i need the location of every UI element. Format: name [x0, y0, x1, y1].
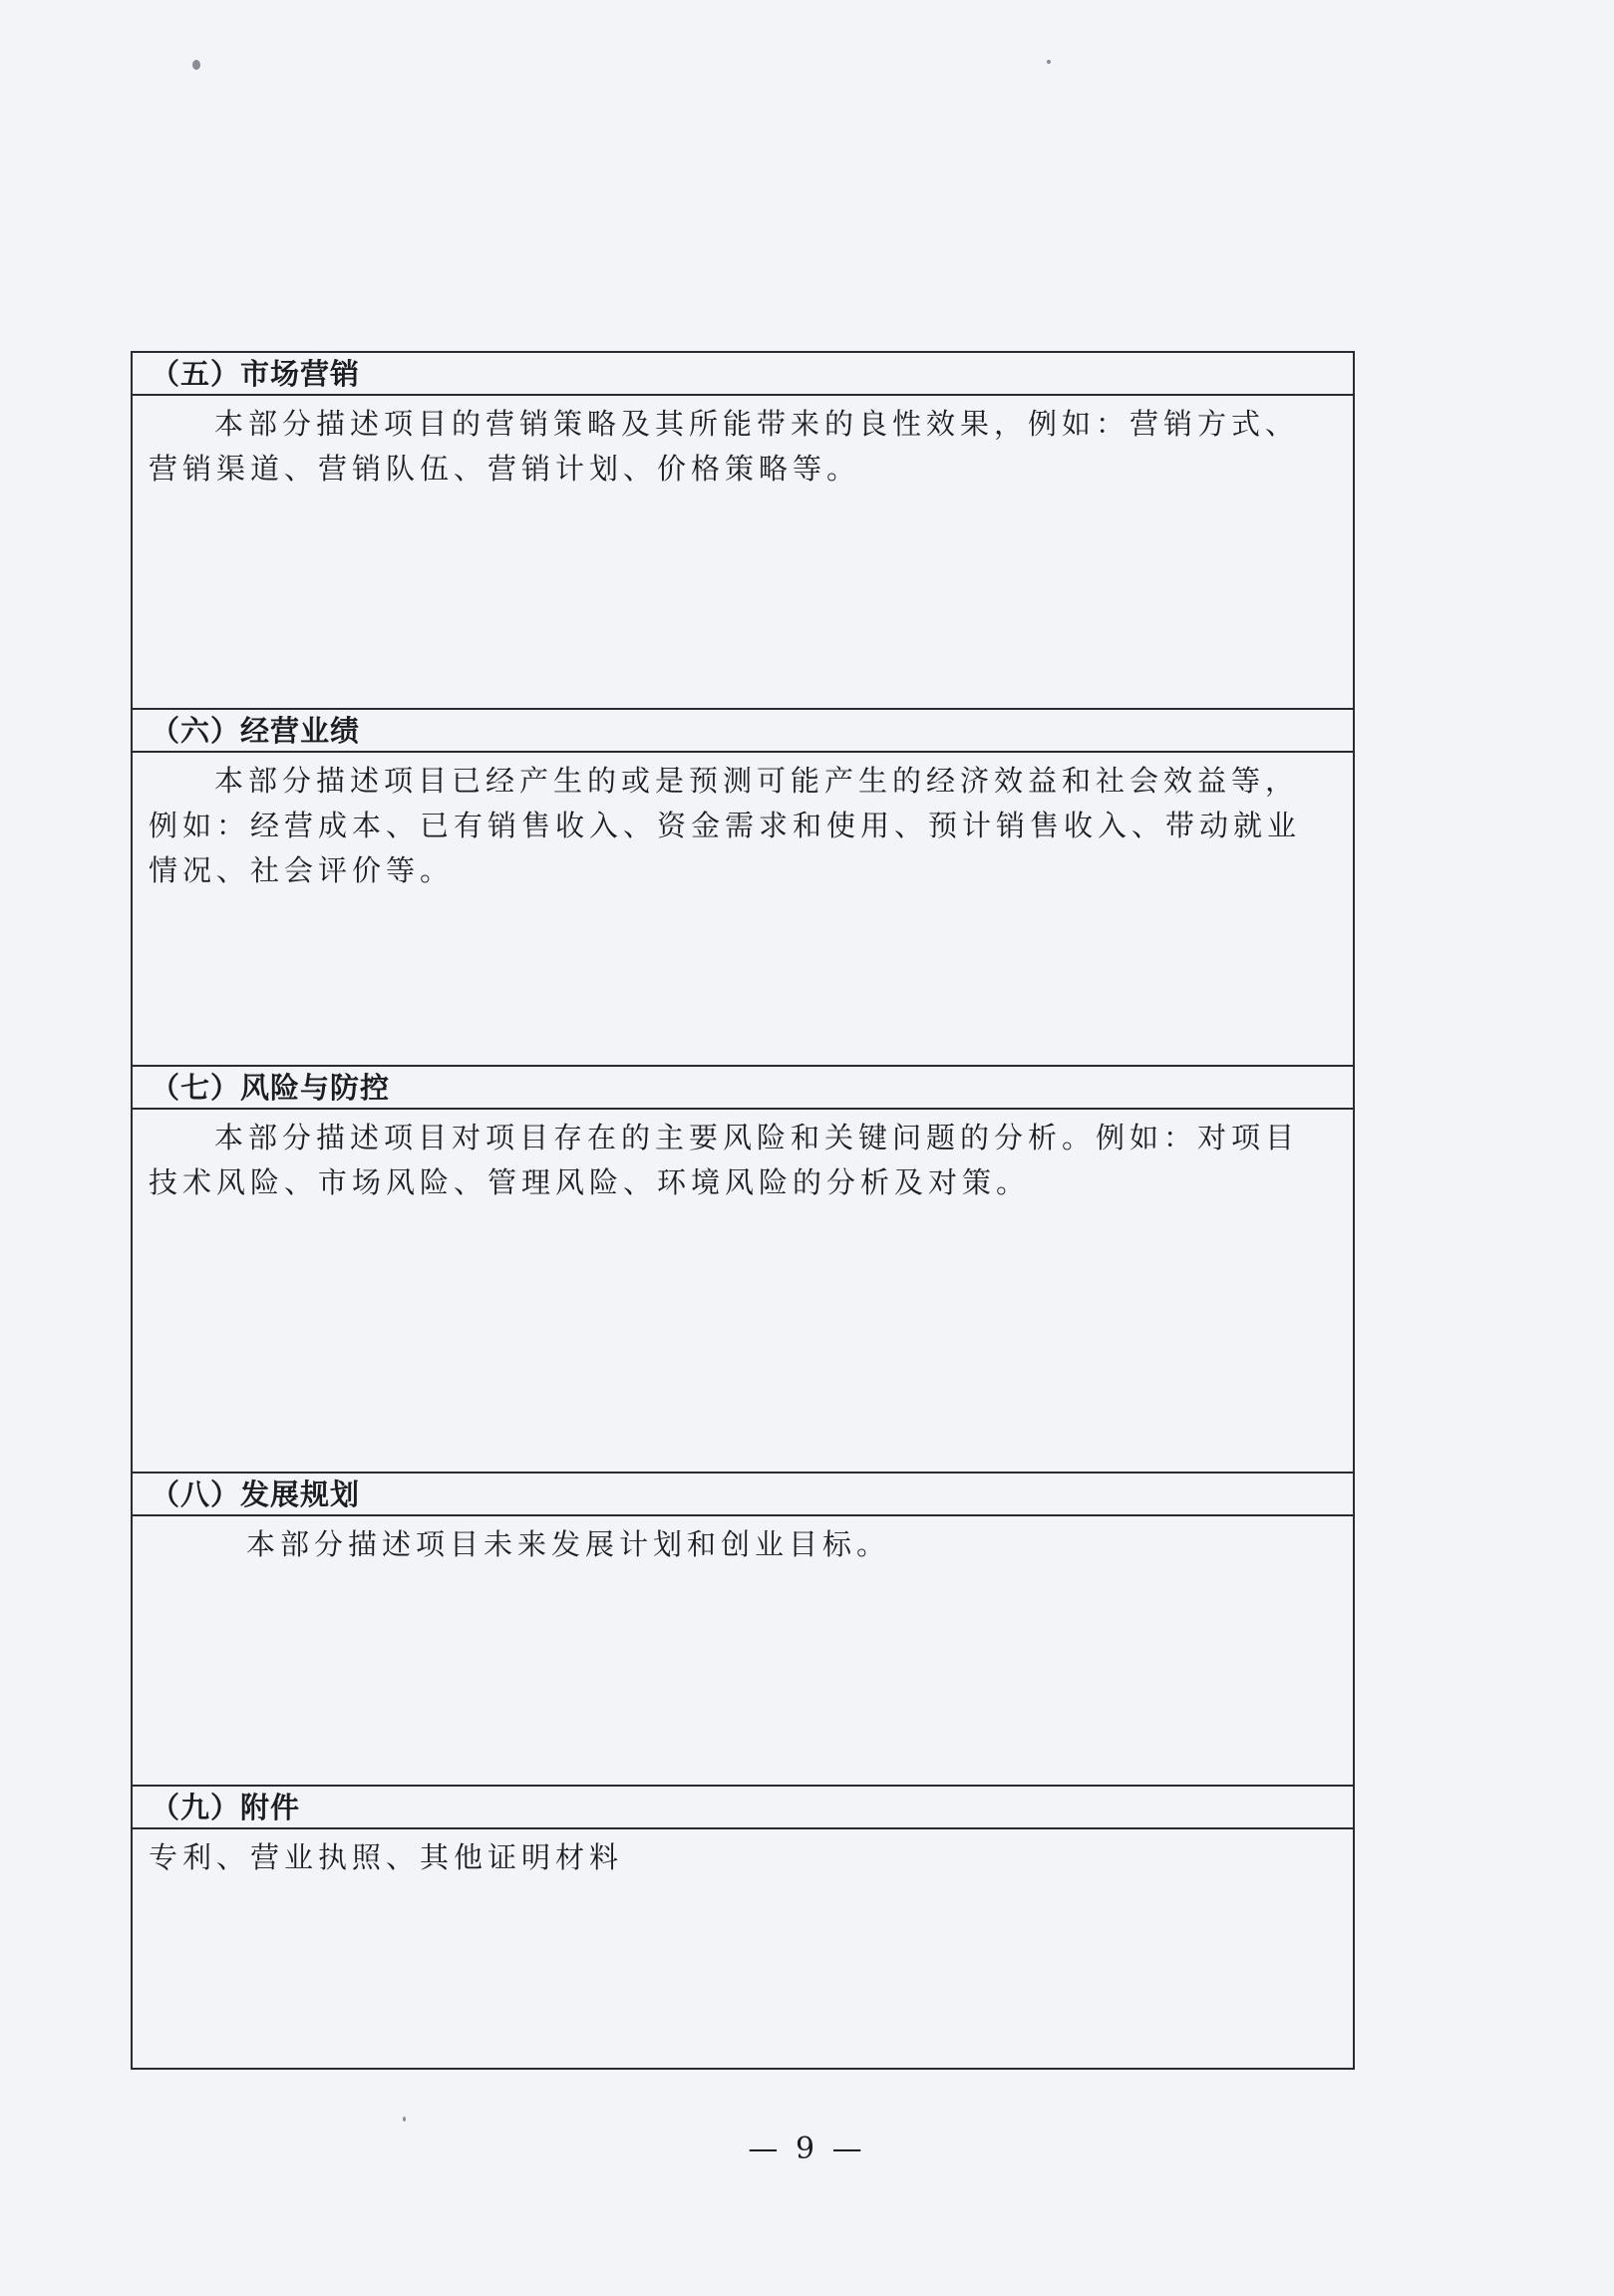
- section-body: 本部分描述项目未来发展计划和创业目标。: [133, 1516, 1353, 1787]
- section-attachments: [133, 1787, 1353, 2068]
- section-development-plan: [133, 1474, 1353, 1787]
- section-heading: （五）市场营销: [133, 353, 1353, 396]
- section-heading: （九）附件: [133, 1787, 1353, 1829]
- scan-speck: [192, 60, 200, 70]
- form-table: [131, 351, 1355, 2070]
- section-heading: （七）风险与防控: [133, 1067, 1353, 1110]
- section-heading: （八）发展规划: [133, 1474, 1353, 1516]
- section-body: 专利、营业执照、其他证明材料: [149, 1840, 624, 1874]
- page-number: — 9 —: [748, 2132, 866, 2166]
- section-body: 本部分描述项目对项目存在的主要风险和关键问题的分析。例如：对项目技术风险、市场风险、管理风险、环境风险的分析及对策。: [133, 1110, 1353, 1474]
- section-risk-control: [133, 1067, 1353, 1474]
- section-body: 本部分描述项目的营销策略及其所能带来的良性效果，例如：营销方式、营销渠道、营销队伍、营销计划、价格策略等。: [133, 396, 1353, 710]
- section-heading: （六）经营业绩: [133, 710, 1353, 753]
- scan-speck: [1047, 60, 1051, 64]
- section-body: 本部分描述项目已经产生的或是预测可能产生的经济效益和社会效益等，例如：经营成本、已有销售收入、资金需求和使用、预计销售收入、带动就业情况、社会评价等。: [133, 753, 1353, 1067]
- scan-speck: [403, 2117, 406, 2122]
- section-marketing: [133, 353, 1353, 710]
- section-business-performance: [133, 710, 1353, 1067]
